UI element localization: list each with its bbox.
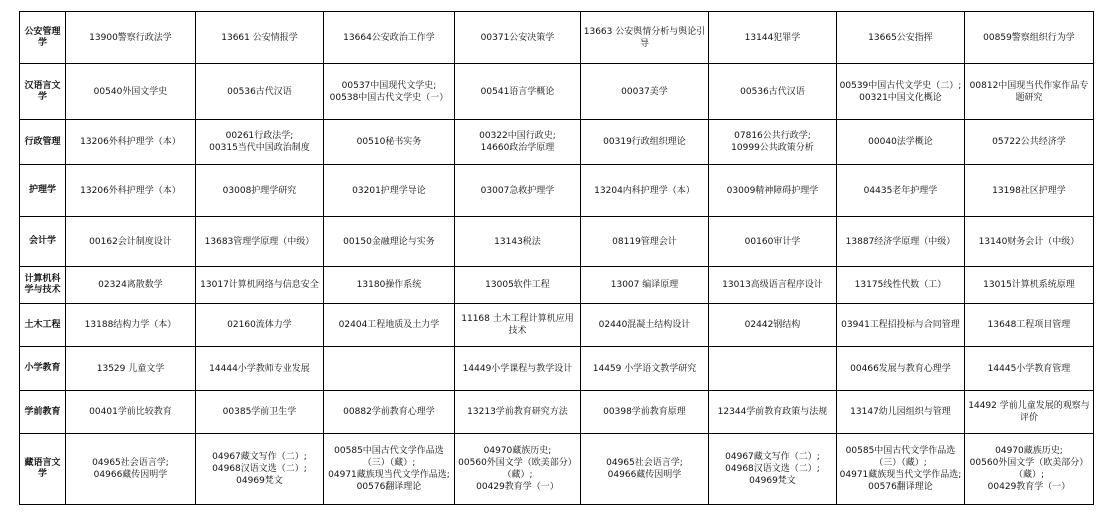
course-cell [837,304,965,347]
course-cell [837,267,965,304]
course-cell [196,304,324,347]
course-cell [709,391,837,434]
course-cell [196,267,324,304]
course-table [19,11,1094,505]
course-cell [196,120,324,165]
course-entry: 14492 学前儿童发展的观察与评价 [968,401,1090,423]
course-entry: 00401学前比较教育 [89,407,172,417]
course-entry: 03201护理学导论 [352,185,426,196]
course-cell [965,267,1094,304]
course-cell [837,391,965,434]
course-entry: 13529 儿童文学 [96,363,165,374]
table-row [20,391,1094,434]
course-cell [965,304,1094,347]
course-entry: 04968汉语文选（二）; [725,464,820,474]
course-entry: 07816公共行政学; [734,131,811,141]
course-entry: 00150金融理论与实务 [343,236,435,247]
course-entry: 14660政治学原理 [480,143,555,153]
course-cell [709,120,837,165]
course-cell [196,165,324,217]
course-cell [837,12,965,64]
course-cell [455,391,581,434]
course-entry: 14445小学教育管理 [987,363,1071,374]
course-cell [455,12,581,64]
course-cell [455,267,581,304]
course-entry: 13198社区护理学 [992,185,1066,196]
course-cell [455,165,581,217]
course-cell [324,434,455,505]
course-cell [455,434,581,505]
course-entry: 13143税法 [494,236,541,247]
course-cell [837,120,965,165]
course-cell [581,391,709,434]
major-name: 计算机科学与技术 [20,267,66,304]
course-cell [324,391,455,434]
course-entry: 00812中国现当代作家作品专题研究 [969,80,1089,103]
course-entry: 00398学前教育原理 [603,407,686,417]
course-cell [196,12,324,64]
course-entry: 00541语言学概论 [480,86,555,97]
major-name: 汉语言文学 [20,64,66,120]
course-cell [455,120,581,165]
course-entry: 02440混凝土结构设计 [598,320,691,330]
course-entry: 13147幼儿园组织与管理 [850,407,951,417]
course-entry: 04966藏传因明学 [607,470,682,480]
course-cell [837,217,965,267]
course-entry: 13005软件工程 [485,280,550,290]
course-cell [965,12,1094,64]
course-entry: 00536古代汉语 [227,86,292,97]
course-entry: 13175线性代数（工） [854,280,947,290]
course-entry: 13665公安指挥 [868,32,933,43]
course-entry: 03007急救护理学 [480,185,555,196]
course-cell [837,165,965,217]
major-name: 藏语言文学 [20,434,66,505]
course-entry: 13661 公安情报学 [221,32,298,43]
course-cell [581,64,709,120]
course-entry: 14449小学课程与教学设计 [462,363,573,374]
course-cell [196,391,324,434]
course-cell [66,120,196,165]
course-entry: 00315当代中国政治制度 [209,143,310,153]
course-cell [581,120,709,165]
course-entry: 04965社会语言学; [92,458,169,468]
course-cell [66,304,196,347]
course-entry: 04969梵文 [749,476,796,486]
course-entry: 00429教育学（一） [987,482,1071,492]
course-entry: 00560外国文学（欧美部分）（藏）; [458,458,577,480]
course-entry: 13013高级语言程序设计 [722,280,823,290]
course-schedule [19,11,1094,505]
course-entry: 13664公安政治工作学 [343,32,435,43]
course-cell [709,217,837,267]
course-cell [66,267,196,304]
course-entry: 13204内科护理学（本） [594,185,695,196]
course-entry: 02324离散数学 [98,280,163,290]
course-cell [581,347,709,391]
course-table-body [20,12,1094,505]
course-entry: 00510秘书实务 [356,137,422,147]
table-row [20,217,1094,267]
course-cell [455,64,581,120]
course-cell [324,120,455,165]
course-entry: 04969梵文 [236,476,283,486]
course-entry: 04967藏文写作（二）; [212,452,307,462]
course-entry: 03008护理学研究 [222,185,297,196]
table-row [20,165,1094,217]
course-cell [324,64,455,120]
course-cell [455,304,581,347]
course-entry: 00322中国行政史; [479,131,556,141]
course-cell [581,267,709,304]
course-cell [196,217,324,267]
course-cell [581,217,709,267]
course-entry: 10999公共政策分析 [731,143,814,153]
course-entry: 04966藏传因明学 [93,470,168,480]
course-cell [66,391,196,434]
course-entry: 13683管理学原理（中级） [204,236,315,247]
course-entry: 13140财务会计（中级） [978,236,1080,247]
course-entry: 00040法学概论 [868,137,933,147]
course-entry: 13648工程项目管理 [987,320,1071,330]
course-cell [837,434,965,505]
course-entry: 00882学前教育心理学 [343,407,435,417]
major-name: 小学教育 [20,347,66,391]
major-name: 护理学 [20,165,66,217]
course-cell [66,165,196,217]
course-cell [965,165,1094,217]
course-cell [581,304,709,347]
table-row [20,12,1094,64]
course-entry: 13900警察行政法学 [89,32,172,43]
course-cell [709,165,837,217]
course-cell [324,165,455,217]
course-cell [581,434,709,505]
major-name: 行政管理 [20,120,66,165]
course-entry: 00037美学 [621,86,668,97]
major-name: 土木工程 [20,304,66,347]
course-cell [965,391,1094,434]
course-entry: 00261行政法学; [225,131,294,141]
course-cell [965,64,1094,120]
course-entry: 14459 小学语文教学研究 [592,363,697,374]
course-cell [66,64,196,120]
course-entry: 13144犯罪学 [744,32,801,43]
course-entry: 13206外科护理学（本） [80,137,181,147]
course-cell [324,347,455,391]
course-entry: 02404工程地质及土力学 [338,320,440,330]
course-entry: 13206外科护理学（本） [80,185,181,196]
course-entry: 00537中国现代文学史; [341,80,437,91]
course-entry: 00385学前卫生学 [222,407,297,417]
course-entry: 00538中国古代文学史（一） [329,92,449,103]
course-entry: 02160流体力学 [227,320,292,330]
course-cell [455,347,581,391]
course-cell [66,217,196,267]
course-entry: 00585中国古代文学作品选（三）（藏）; [334,446,444,468]
course-entry: 00585中国古代文学作品选（三）（藏）; [845,446,956,468]
course-entry: 04971藏族现当代文学作品选; [328,470,450,480]
table-row [20,120,1094,165]
course-entry: 00371公安决策学 [480,32,555,43]
course-entry: 13180操作系统 [356,280,422,290]
course-cell [581,165,709,217]
course-entry: 04967藏文写作（二）; [725,452,820,462]
course-entry: 04970藏族历史; [995,446,1063,456]
course-entry: 04435老年护理学 [863,185,938,196]
table-row [20,434,1094,505]
course-entry: 00321中国文化概论 [859,92,942,103]
course-cell [965,120,1094,165]
table-row [20,347,1094,391]
course-entry: 03941工程招投标与合同管理 [841,320,960,330]
course-entry: 13017计算机网络与信息安全 [200,280,319,290]
course-cell [324,217,455,267]
course-cell [455,217,581,267]
course-entry: 13007 编译原理 [610,280,679,290]
course-entry: 00319行政组织理论 [603,137,686,147]
table-row [20,64,1094,120]
course-cell [837,64,965,120]
course-cell [324,304,455,347]
course-cell [196,64,324,120]
course-cell [66,347,196,391]
course-cell [709,347,837,391]
course-cell [965,434,1094,505]
course-entry: 00429教育学（一） [476,482,559,492]
course-cell [709,267,837,304]
course-cell [709,12,837,64]
course-entry: 00466发展与教育心理学 [850,363,951,374]
course-entry: 13213学前教育研究方法 [467,407,568,417]
major-name: 学前教育 [20,391,66,434]
course-cell [196,347,324,391]
course-cell [709,64,837,120]
course-entry: 13663 公安舆情分析与舆论引导 [583,26,706,49]
course-cell [196,434,324,505]
course-entry: 00536古代汉语 [740,86,805,97]
table-row [20,267,1094,304]
course-entry: 04971藏族现当代文学作品选; [839,470,962,480]
course-entry: 00162会计制度设计 [89,236,172,247]
course-entry: 05722公共经济学 [992,137,1066,147]
course-entry: 04965社会语言学; [606,458,683,468]
course-cell [965,347,1094,391]
course-cell [66,12,196,64]
course-cell [965,217,1094,267]
course-entry: 00859警察组织行为学 [983,32,1075,43]
course-entry: 00540外国文学史 [93,86,168,97]
course-cell [837,347,965,391]
course-entry: 12344学前教育政策与法规 [717,407,828,417]
course-entry: 13188结构力学（本） [84,320,177,330]
table-row [20,304,1094,347]
course-cell [324,267,455,304]
course-entry: 04968汉语文选（二）; [212,464,307,474]
major-name: 公安管理学 [20,12,66,64]
major-name: 会计学 [20,217,66,267]
course-cell [324,12,455,64]
course-entry: 08119管理会计 [612,236,677,247]
course-cell [581,12,709,64]
course-cell [66,434,196,505]
course-entry: 02442钢结构 [744,320,801,330]
course-entry: 13887经济学原理（中级） [845,236,956,247]
course-entry: 13015计算机系统原理 [983,280,1075,290]
course-entry: 00160审计学 [744,236,801,247]
course-entry: 11168 土木工程计算机应用技术 [461,314,574,336]
course-cell [709,434,837,505]
course-entry: 00576翻译理论 [868,482,933,492]
course-entry: 00560外国文学（欧美部分）（藏）; [969,458,1089,480]
course-entry: 03009精神障碍护理学 [726,185,819,196]
course-entry: 00576翻译理论 [356,482,422,492]
course-entry: 14444小学教师专业发展 [209,363,310,374]
course-entry: 04970藏族历史; [483,446,552,456]
course-cell [709,304,837,347]
course-entry: 00539中国古代文学史（二）; [839,80,962,91]
